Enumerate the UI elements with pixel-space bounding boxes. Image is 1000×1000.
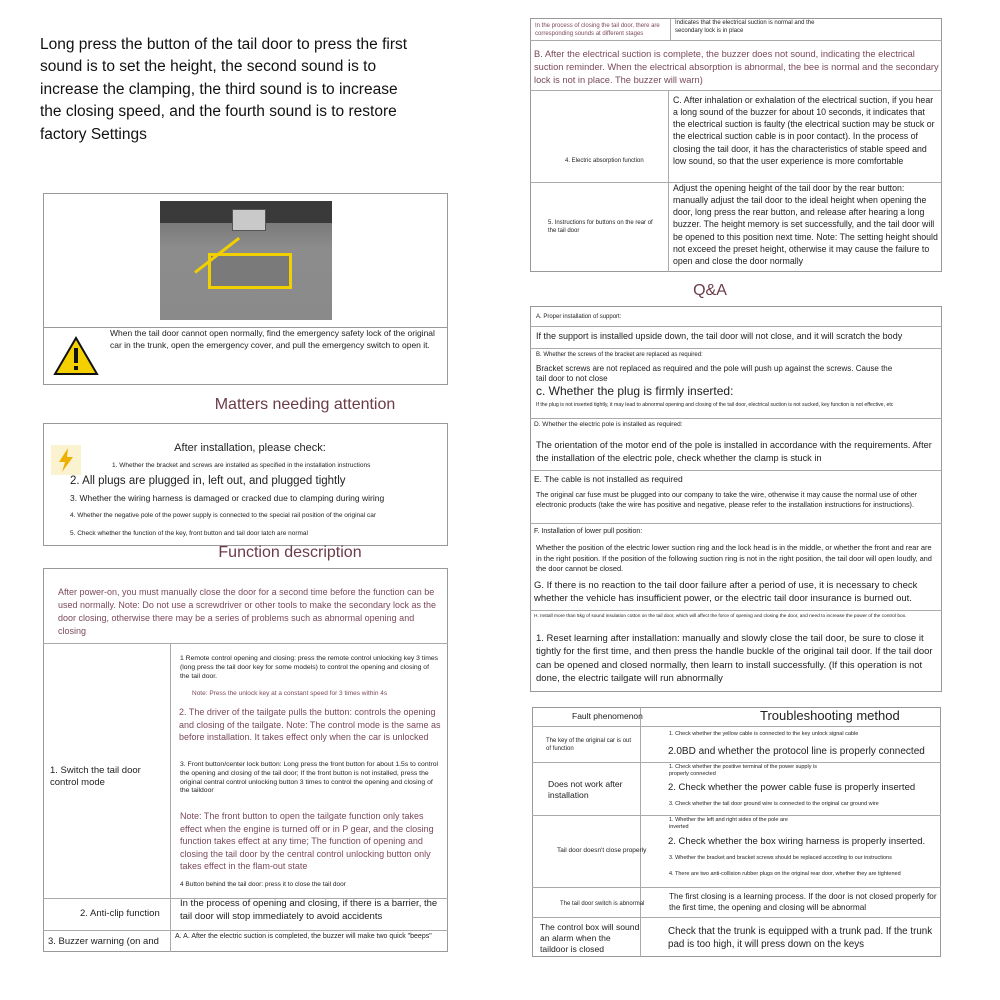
divider [530,523,942,524]
intro-paragraph: Long press the button of the tail door to press the first sound is to set the height, the second sound is to increase the clamping, the third sound is to increase the closing speed, and the fourth sound is to restore factory Settings [40,36,408,143]
qa-answer: Whether the position of the electric lower suction ring and the lock head is in the middle, or whether the front and rear are in the right position. If the position of the following suction ring is not in the right position, the tail door will open loudly, and the door cannot be closed. [536,543,932,574]
check-item: 1. Whether the bracket and screws are installed as specified in the installation instructions [112,462,371,469]
divider [530,418,942,419]
function-label: 1. Switch the tail door control mode [50,765,141,789]
fix-step: 2.0BD and whether the protocol line is properly connected [668,746,925,757]
function-text: A. A. After the electric suction is completed, the buzzer will make two quick "beeps" [175,933,432,940]
check-item: 3. Whether the wiring harness is damaged or cracked due to clamping during wiring [70,493,385,503]
qa-question: H. Install more than 5kg of sound insulation cotton on the tail door, which will affect the force of opening and closing the door, and need to increase the power of the control box. [534,614,907,619]
function-title: Function description [218,544,362,561]
divider [170,643,171,952]
table-cell: Indicates that the electrical suction is normal and the secondary lock is in place [675,20,815,34]
table-cell: C. After inhalation or exhalation of the electrical suction, if you hear a long sound of the buzzer for about 10 seconds, it indicates that the electrical suction is faulty (the electrical suction may be stuck or the electrical suction cable is in poor contact). In the process of closing the tail door, it has the characteristics of stable speed and low sound, so that the user experience is more comfortable [673,95,935,166]
qa-question: c. Whether the plug is firmly inserted: [536,384,734,398]
divider [530,610,942,611]
attention-title: Matters needing attention [214,396,396,413]
divider [530,326,942,327]
function-intro: After power-on, you must manually close the door for a second time before the function can be used normally. Note: Do not use a screwdriver or other tools to make the secondary lock as the door closing, otherwise there may be a series of problems such as abnormal opening and closing [58,587,437,637]
qa-answer: If the plug is not inserted tightly, it may lead to abnormal opening and closing of the tail door, electrical suction is not sucked, key function is not effective, etc [536,402,894,408]
fault-label: Does not work after installation [548,779,623,801]
function-text: 4 Button behind the tail door: press it to close the tail door [180,881,346,888]
function-note: Note: The front button to open the tailgate function only takes effect when the engine is turned off or in P gear, and the closing function takes effect at any time; The function of opening and closing the tail door by the central control unlocking button only takes effect in the flam-out state [180,811,434,872]
fix-step: 1. Whether the left and right sides of the pole are inverted [669,817,788,830]
function-text: 3. Front button/center lock button: Long press the front button for about 1.5s to control the opening and closing of the tail door; If the front button is not installed, press the original central control unlocking button 3 times to control the opening and closing of the taildoor [180,761,439,795]
divider [668,90,669,272]
qa-question: F. Installation of lower pull position: [534,528,643,535]
fix-step: 4. There are two anti-collision rubber plugs on the original rear door, whether they are tightened [669,871,901,877]
fix-step: Check that the trunk is equipped with a trunk pad. If the trunk pad is too high, it will press down on the keys [668,926,933,951]
divider [530,90,942,91]
table-cell: B. After the electrical suction is complete, the buzzer does not sound, indicating the electrical suction reminder. When the electrical absorption is abnormal, the bee is normal and the secondary lock is not in place. The buzzer will warn) [534,49,939,85]
qa-answer: If the support is installed upside down, the tail door will not close, and it will scratch the body [536,331,903,341]
qa-question: B. Whether the screws of the bracket are replaced as required: [536,352,703,358]
qa-answer: The original car fuse must be plugged into our company to take the wire, otherwise it may cause the normal use of other electronic products (take the wire has positive and negative, please refer to the installation instructions for instructions). [536,490,918,509]
table-label: 4. Electric absorption function [565,158,644,164]
divider [532,887,941,888]
qa-question: E. The cable is not installed as required [534,474,683,484]
trunk-photo [160,201,332,320]
divider [532,762,941,763]
lightning-bolt-icon [51,445,81,475]
divider [530,470,942,471]
qa-answer: 1. Reset learning after installation: manually and slowly close the tail door, be sure to close it tightly for the first time, and then press the handle buckle of the original tail door. If the tail door can be opened and closed normally, then learn to install successfully. (If this operation is not done, the electric tailgate will run abnormally [536,633,933,685]
table-label: 5. Instructions for buttons on the rear of the tail door [548,220,653,234]
divider [43,643,448,644]
table-cell: In the process of closing the tail door, there are corresponding sounds at different stages [535,23,660,37]
divider [532,726,941,727]
fix-step: 3. Check whether the tail door ground wire is connected to the original car ground wire [669,801,879,807]
fix-step: 1. Check whether the yellow cable is connected to the key unlock signal cable [669,731,859,737]
qa-answer: Bracket screws are not replaced as required and the pole will push up against the screws. Cause the tail door to not close [536,364,893,384]
fix-step: 1. Check whether the positive terminal of the power supply is properly connected [669,764,817,777]
function-text: 1 Remote control opening and closing: press the remote control unlocking key 3 times (long press the tail door key for some models) to control the opening and closing of the tail door. [180,655,439,680]
check-item: 2. All plugs are plugged in, left out, and plugged tightly [70,475,346,487]
table-cell: Adjust the opening height of the tail door by the rear button: manually adjust the tail door to the ideal height when opening the door, long press the rear button, and release after hearing a long buzzer. The height memory is set successfully, and the tail door will be opened to this position next time. Note: The setting height should not exceed the preset height, otherwise it may cause the failure to open and close the door normally [673,183,938,266]
qa-question: A. Proper installation of support: [536,314,622,320]
check-item: 4. Whether the negative pole of the power supply is connected to the special rail position of the original car [70,512,377,519]
qa-question: D. Whether the electric pole is installed as required: [534,421,683,428]
divider [43,930,448,931]
fix-step: The first closing is a learning process. If the door is not closed properly for the first time, the opening and closing will be abnormal [669,892,937,913]
fix-step: 3. Whether the bracket and bracket screws should be replaced according to our instructions [669,855,892,861]
fault-label: Tail door doesn't close properly [557,847,647,854]
fault-label: The tail door switch is abnormal [560,901,645,907]
divider [532,815,941,816]
warning-triangle-icon [53,336,99,376]
table-header: Fault phenomenon [572,711,643,721]
divider [532,917,941,918]
table-header: Troubleshooting method [760,708,900,723]
fault-label: The control box will sound an alarm when the taildoor is closed [540,922,640,955]
function-label: 2. Anti-clip function [80,908,160,919]
function-label: 3. Buzzer warning (on and [48,936,159,947]
qa-answer: The orientation of the motor end of the pole is installed in accordance with the requirements. After the installation of the electric pole, check whether the clamp is stuck in [536,440,932,463]
function-note: Note: Press the unlock key at a constant speed for 3 times within 4s [192,690,388,697]
fault-label: The key of the original car is out of function [546,738,632,752]
check-title: After installation, please check: [174,442,326,454]
divider [530,40,942,41]
check-item: 5. Check whether the function of the key, front button and tail door latch are normal [70,530,308,537]
function-text: In the process of opening and closing, if there is a barrier, the tail door will stop immediately to avoid accidents [180,898,438,922]
qa-question: G. If there is no reaction to the tail door failure after a period of use, it is necessary to check whether the vehicle has insufficient power, or the electric tail door insurance is burned out. [534,580,918,605]
function-text: 2. The driver of the tailgate pulls the button: controls the opening and closing of the tailgate. Note: The control mode is the same as before installation. It takes effect only when the car is unlocked [179,707,441,743]
fix-step: 2. Check whether the box wiring harness is properly inserted. [668,836,926,847]
divider [640,707,641,957]
fix-step: 2. Check whether the power cable fuse is properly inserted [668,782,916,793]
divider [670,18,671,40]
divider [530,348,942,349]
emergency-text: When the tail door cannot open normally, find the emergency safety lock of the original car in the trunk, open the emergency cover, and pull the emergency switch to open it. [110,328,435,350]
qa-title: Q&A [693,282,727,299]
